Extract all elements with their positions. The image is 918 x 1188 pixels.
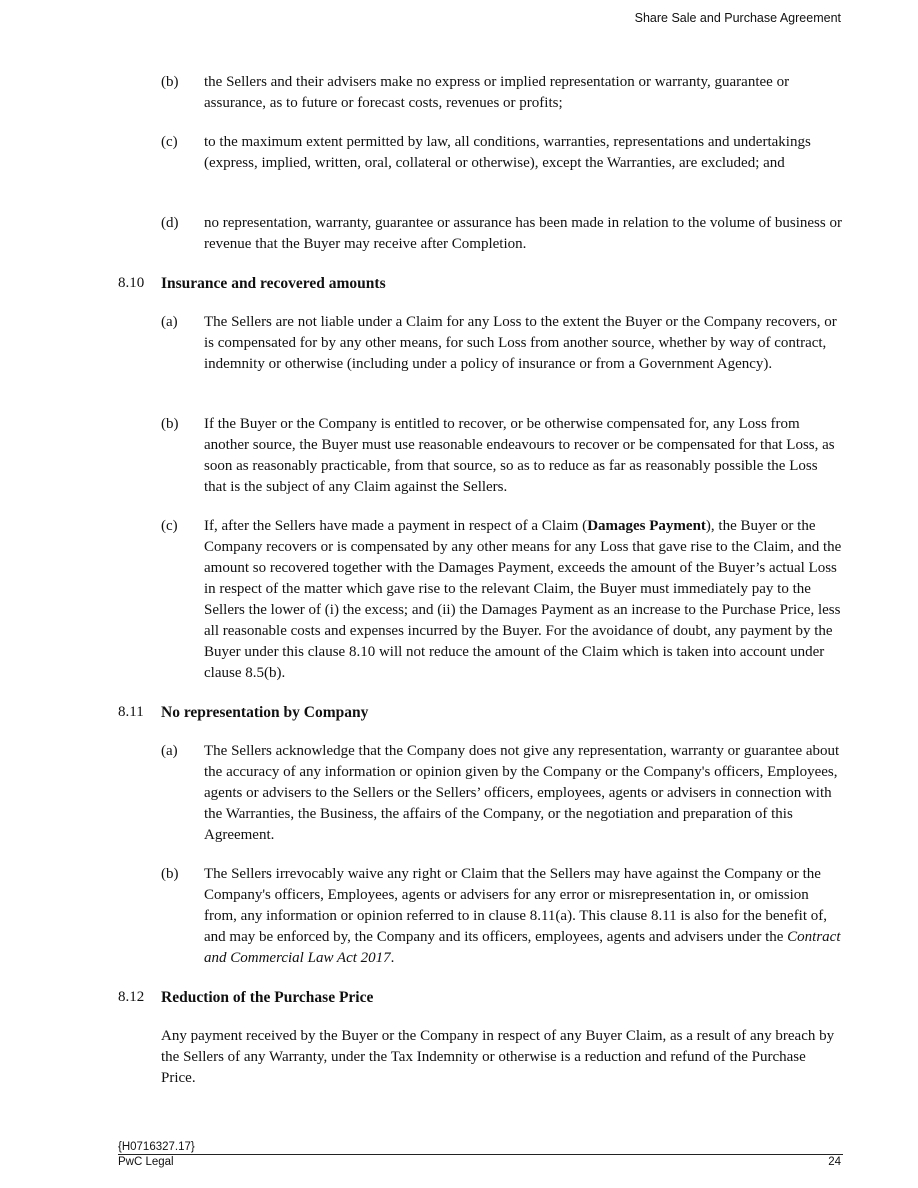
clause-8-11-b-label: (b) xyxy=(161,866,179,882)
footer-divider xyxy=(118,1154,843,1155)
item-label-d: (d) xyxy=(161,215,179,231)
clause-8-11-b-text-post: . xyxy=(390,950,395,966)
clause-8-10-b-label: (b) xyxy=(161,416,179,432)
section-title-8-11: No representation by Company xyxy=(161,704,369,721)
clause-8-11-a-text: The Sellers acknowledge that the Company does not give any representation, warranty or guarantee about the accuracy of any information or opinion given by the Company or the Company's officers, Employees, agents or advisers to the Sellers or the Sellers’ officers, employees, agents or advisers in connection with the Warranties, the Business, the affairs of the Company, or the negotiation and preparation of this Agreement. xyxy=(204,743,840,843)
section-number-8-11: 8.11 xyxy=(118,704,144,720)
page-number: 24 xyxy=(828,1156,841,1168)
document-header-title: Share Sale and Purchase Agreement xyxy=(634,11,841,25)
clause-8-10-b-text: If the Buyer or the Company is entitled to recover, or be otherwise compensated for, any Loss from another source, the Buyer must use reasonable endeavours to recover or be compensated for that Loss, as soon as reasonably practicable, from that source, so as to reduce as far as reasonably possible the Loss that is the subject of any Claim against the Sellers. xyxy=(204,416,835,495)
clause-8-10-c-text-pre: If, after the Sellers have made a payment in respect of a Claim ( xyxy=(204,518,588,534)
clause-8-11-b-text xyxy=(204,864,842,969)
clause-8-10-c-text xyxy=(204,516,842,684)
section-title-8-10: Insurance and recovered amounts xyxy=(161,275,386,292)
item-label-b: (b) xyxy=(161,74,179,90)
section-title-8-12: Reduction of the Purchase Price xyxy=(161,989,374,1006)
section-number-8-12: 8.12 xyxy=(118,989,145,1005)
firm-name: PwC Legal xyxy=(118,1156,174,1168)
clause-8-10-a-label: (a) xyxy=(161,314,178,330)
section-number-8-10: 8.10 xyxy=(118,275,145,291)
clause-8-10-c-label: (c) xyxy=(161,518,178,534)
clause-8-11-b-text-pre: The Sellers irrevocably waive any right or Claim that the Sellers may have against the Company or the Company's officers, Employees, agents or advisers for any error or misrepresentation in, or omission from, any information or opinion referred to in clause 8.11(a). This clause 8.11 is also for the benefit of, and may be enforced by, the Company and its officers, employees, agents and advisers under the xyxy=(204,866,828,945)
clause-8-10-a-text: The Sellers are not liable under a Claim for any Loss to the extent the Buyer or the Company recovers, or is compensated for by any other means, for such Loss from another source, whether by way of contract, indemnity or otherwise (including under a policy of insurance or from a Government Agency). xyxy=(204,314,837,372)
act-citation: Contract and Commercial Law Act 2017 xyxy=(204,929,841,966)
item-label-c: (c) xyxy=(161,134,178,150)
item-text-c: to the maximum extent permitted by law, all conditions, warranties, representations and undertakings (express, implied, written, oral, collateral or otherwise), except the Warranties, are excluded; and xyxy=(204,134,811,171)
clause-8-10-c-text-post: ), the Buyer or the Company recovers or is compensated by any other means for any Loss that gave rise to the Claim, and the amount so recovered together with the Damages Payment, exceeds the amount of the Buyer’s actual Loss in respect of the matter which gave rise to the relevant Claim, the Buyer must immediately pay to the Sellers the lower of (i) the excess; and (ii) the Damages Payment as an increase to the Purchase Price, less all reasonable costs and expenses incurred by the Buyer. For the avoidance of doubt, any payment by the Buyer under this clause 8.10 will not reduce the amount of the Claim which is taken into account under clause 8.5(b). xyxy=(204,518,842,681)
item-text-b: the Sellers and their advisers make no express or implied representation or warranty, guarantee or assurance, as to future or forecast costs, revenues or profits; xyxy=(204,74,790,111)
document-reference: {H0716327.17} xyxy=(118,1141,195,1153)
clause-8-11-a-label: (a) xyxy=(161,743,178,759)
section-8-12-text: Any payment received by the Buyer or the Company in respect of any Buyer Claim, as a result of any breach by the Sellers of any Warranty, under the Tax Indemnity or otherwise is a reduction and refund of the Purchase Price. xyxy=(161,1028,835,1086)
defined-term-damages-payment: Damages Payment xyxy=(587,518,706,534)
item-text-d: no representation, warranty, guarantee or assurance has been made in relation to the volume of business or revenue that the Buyer may receive after Completion. xyxy=(204,215,842,252)
